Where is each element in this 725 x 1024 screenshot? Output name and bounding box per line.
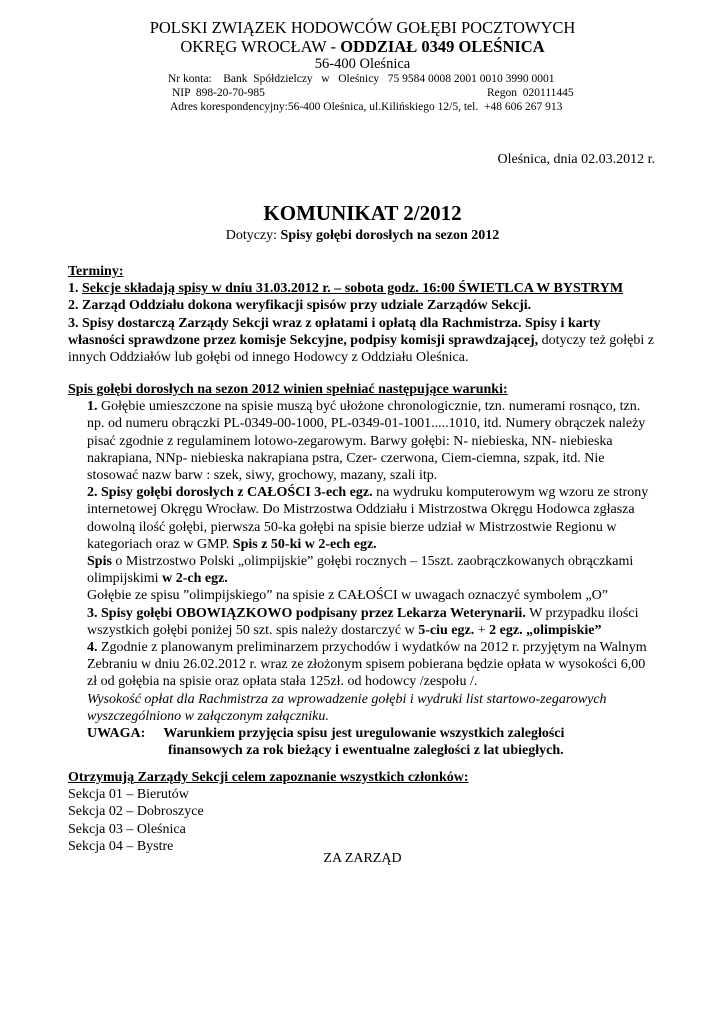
- condition-3-line-1: [68, 605, 658, 622]
- condition-3-bold: 3. Spisy gołębi OBOWIĄZKOWO podpisany przez Lekarza Weterynarii.: [87, 605, 526, 621]
- condition-3-olympic-copies: 2 egz. „olimpiskie”: [489, 622, 602, 638]
- nip-line: NIP 898-20-70-985: [172, 87, 265, 99]
- condition-2-spis: Spis: [87, 554, 112, 570]
- condition-2-line-5: [68, 553, 658, 570]
- postal-line: 56-400 Oleśnica: [314, 56, 411, 72]
- recipient-item: Sekcja 04 – Bystre: [68, 838, 174, 854]
- district-prefix: OKRĘG WROCŁAW -: [180, 37, 337, 56]
- terms-heading: Terminy:: [68, 264, 124, 279]
- term-2: 2. Zarząd Oddziału dokona weryfikacji spisów przy udziale Zarządów Sekcji.: [68, 298, 532, 314]
- condition-3-copies: 5-ciu egz.: [418, 622, 475, 638]
- regon-line: Regon 020111445: [487, 87, 574, 99]
- recipient-item: Sekcja 03 – Oleśnica: [68, 821, 186, 837]
- district-line: [0, 37, 725, 56]
- condition-2-line-7: Gołębie ze spisu ”olimpijskiego” na spisie z CAŁOŚCI w uwagach oznaczyć symbolem „O”: [87, 588, 608, 604]
- condition-2-olympic: o Mistrzostwo Polski „olimpijskie” gołębi rocznych – 15szt. zaobrączkowanych obrączkami: [111, 554, 634, 570]
- condition-2-line-2: internetowej Okręgu Wrocław. Do Mistrzostwa Oddziału i Mistrzostwa Okręgu Hodowca zgłasza: [87, 502, 635, 518]
- term-1: [68, 280, 658, 297]
- fees-note-line-2: wyszczególniono w załączonym załączniku.: [87, 708, 329, 724]
- recipient-item: Sekcja 01 – Bierutów: [68, 787, 189, 803]
- address-line: Adres korespondencyjny:56-400 Oleśnica, ul.Kilińskiego 12/5, tel. +48 606 267 913: [170, 101, 563, 113]
- condition-4-line-1: [68, 639, 658, 656]
- condition-2-rest: na wydruku komputerowym wg wzoru ze strony: [372, 485, 649, 501]
- warning-line-1: [68, 725, 658, 742]
- bank-account-line: Nr konta: Bank Spółdzielczy w Oleśnicy 75 9584 0008 2001 0010 3990 0001: [168, 73, 555, 85]
- subtitle-subject: Spisy gołębi dorosłych na sezon 2012: [280, 228, 500, 243]
- warning-line-2: [68, 742, 658, 759]
- recipients-heading: Otrzymują Zarządy Sekcji celem zapoznanie wszystkich członków:: [68, 770, 469, 785]
- warning-label: UWAGA:: [87, 726, 146, 742]
- term-3-rest: dotyczy też gołębi z: [538, 332, 654, 348]
- condition-3-plus: +: [474, 622, 490, 638]
- term-1-text: Sekcje składają spisy w dniu 31.03.2012 r. – sobota godz. 16:00 ŚWIETLCA W BYSTRYM: [82, 281, 624, 297]
- condition-2-line-3: dowolną ilość gołębi, pierwsza 50-ka gołębi na spisie bierze udział w Mistrzostwie Regionu w: [87, 519, 617, 535]
- condition-1-text: Gołębie umieszczone na spisie muszą być ułożone chronologicznie, tzn. numerami rosnąco, tzn.: [97, 399, 641, 415]
- condition-3-rest: W przypadku ilości: [525, 605, 639, 621]
- condition-4-line-3: zł od gołębia na spisie oraz opłata stała 125zł. od hodowcy /zespołu /.: [87, 674, 478, 690]
- subtitle-prefix: Dotyczy:: [225, 228, 278, 243]
- term-3-line-3: innych Oddziałów lub gołębi od innego Hodowcy z Oddziału Oleśnica.: [68, 350, 469, 366]
- condition-2-line-6-text: olimpijskimi: [87, 571, 163, 587]
- document-subtitle: [0, 227, 725, 245]
- branch-name: ODDZIAŁ 0349 OLEŚNICA: [340, 37, 545, 56]
- warning-text-2: finansowych za rok bieżący i ewentualne zaległości z lat ubiegłych.: [168, 743, 564, 759]
- terms-section: [68, 263, 658, 366]
- warning-text: Warunkiem przyjęcia spisu jest uregulowanie wszystkich zaległości: [163, 726, 565, 742]
- condition-1-line-4: nakrapiana, NNp- niebieska nakrapiana pstra, Czer- czerwona, Ciem-ciemna, szpak, itd. Nie: [87, 450, 605, 466]
- condition-1-line-1: [68, 398, 658, 415]
- conditions-heading: Spis gołębi dorosłych na sezon 2012 winien spełniać następujące warunki:: [68, 382, 508, 397]
- signature: ZA ZARZĄD: [323, 851, 402, 866]
- condition-2-line-6: [68, 570, 658, 587]
- term-3-bold: własności sprawdzone przez komisje Sekcyjne, podpisy komisji sprawdzającej,: [68, 332, 539, 348]
- condition-4-number: 4.: [87, 640, 98, 656]
- fees-note-line-1: Wysokość opłat dla Rachmistrza za wprowadzenie gołębi i wydruki list startowo-zegarowych: [87, 691, 607, 707]
- recipients-section: [68, 769, 658, 855]
- condition-2-line-6-bold: w 2-ch egz.: [162, 571, 228, 587]
- term-3-line-1: 3. Spisy dostarczą Zarządy Sekcji wraz z opłatami i opłatą dla Rachmistrza. Spisy i karty: [68, 315, 601, 331]
- term-3-line-2: [68, 332, 658, 349]
- org-name: POLSKI ZWIĄZEK HODOWCÓW GOŁĘBI POCZTOWYCH: [149, 18, 576, 37]
- document-date: Oleśnica, dnia 02.03.2012 r.: [497, 152, 655, 167]
- condition-4-text: Zgodnie z planowanym preliminarzem przychodów i wydatków na 2012 r. przyjętym na Walnym: [97, 640, 647, 656]
- condition-2-line-4-bold: Spis z 50-ki w 2-ech egz.: [229, 536, 377, 552]
- condition-2-line-4: [68, 536, 658, 553]
- condition-1-line-3: pisać zgodnie z regulaminem lotowo-zegarowym. Barwy gołębi: N- niebieska, NN- niebieska: [87, 433, 613, 449]
- condition-3-line-2-text: wszystkich gołębi poniżej 50 szt. spis należy dostarczyć w: [87, 622, 419, 638]
- condition-2-line-1: [68, 484, 658, 501]
- term-1-number: 1.: [68, 281, 79, 297]
- condition-2-line-4-text: kategoriach oraz w GMP.: [87, 536, 230, 552]
- recipient-item: Sekcja 02 – Dobroszyce: [68, 804, 204, 820]
- document-title: KOMUNIKAT 2/2012: [263, 201, 462, 225]
- condition-4-line-2: Zebraniu w dniu 26.02.2012 r. wraz ze złożonym spisem pobierana będzie opłata w wysokości 6,00: [87, 657, 646, 673]
- condition-1-line-2: np. od numeru obrączki PL-0349-00-1000, PL-0349-01-1001.....1010, itd. Numery obrączek należy: [87, 416, 646, 432]
- conditions-section: [68, 381, 658, 759]
- condition-2-bold: 2. Spisy gołębi dorosłych z CAŁOŚCI 3-ech egz.: [87, 485, 373, 501]
- condition-3-line-2: [68, 622, 658, 639]
- condition-1-number: 1.: [87, 399, 98, 415]
- condition-1-line-5: stosować nazw barw : szek, siwy, grochowy, mazany, szali itp.: [87, 468, 438, 484]
